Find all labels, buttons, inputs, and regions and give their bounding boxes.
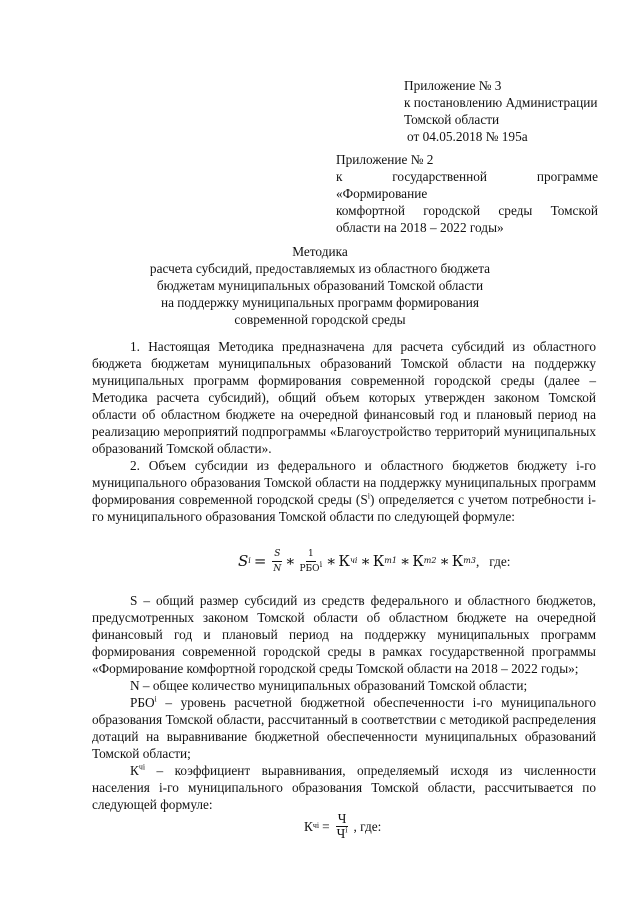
paragraph-2 [92,457,596,525]
formula-mul: ∗ [360,551,371,570]
definitions [92,592,596,813]
formula-fraction-ch [335,812,350,841]
appendix-2-line: Приложение № 2 [336,152,434,167]
appendix-3-line: от 04.05.2018 № 195а [407,129,528,144]
fraction-denominator [298,559,325,576]
formula-coefficient: К чi = $\frac{Ч}{Ч^i}$ , где: [304,810,382,841]
formula-eq: = [322,818,330,834]
rbo-sup: i [319,559,323,569]
fraction-denominator [335,827,350,841]
definition-s: S – общий размер субсидий из средств федерального и областного бюджетов, предусмотренных законом Томской области об областном бюджете на очередной финансовый год и плановый период на поддержку муниципальных программ формирования современной городской среды в рамках государственной программы «Формирование комфортной городской среды Томской области на 2018 – 2022 годы»; [92,593,596,676]
formula-subsidy: S i = $\frac{S}{N}$ ∗ $\frac{1}{РБО^i}$ ∗ К чi ∗ К m1 ∗ К m2 ∗ К m3 , где: [238,548,511,574]
title-line: бюджетам муниципальных образований Томской области [156,278,484,293]
title-line: современной городской среды [234,312,406,327]
formula-fraction-1-rbo [298,547,325,576]
coef-k: К [412,551,424,570]
title-line: Методика [292,244,348,259]
appendix-2-line: области на 2018 – 2022 годы» [336,220,504,235]
rbo-label: РБО [130,695,155,710]
ch-text: Ч [336,825,346,841]
paragraph-2-text-b: ) определяется с учетом потребности i-го муниципального образования Томской области по следующей формуле: [92,492,596,524]
formula-mul: ∗ [326,551,337,570]
fraction-denominator: N [273,563,282,574]
paragraph-2-text-a: 2. Объем субсидии из федерального и областного бюджетов бюджету i-го муниципального образования Томской области на поддержку муниципальных программ формирования современной городской среды (S [92,458,596,507]
k-text: – коэффициент выравнивания, определяемый исходя из численности населения i-го муниципального образования Томской области, рассчитывается по следующей формуле: [92,763,596,812]
formula-mul: ∗ [285,551,296,570]
fraction-numerator: Ч [337,810,347,826]
appendix-3-line: к постановлению Администрации [404,95,598,110]
rbo-text: – уровень расчетной бюджетной обеспеченности i-го муниципального образования Томской области, рассчитанный в соответствии с методикой распределения дотаций на выравнивание бюджетной обеспеченности муниципальных образований Томской области; [92,695,596,761]
coef-k: К [338,551,350,570]
document-title [96,243,544,328]
formula-lhs: S [238,551,249,570]
k-label: К [130,763,139,778]
coef-k: К [372,551,385,570]
definition-n: N – общее количество муниципальных образований Томской области; [130,678,528,693]
rbo-text: РБО [299,563,320,574]
k-label-sup: чi [138,762,146,772]
rbo-label-sup: i [154,694,157,704]
appendix-2-header [336,151,598,236]
formula-tail: , где: [353,818,382,834]
appendix-3-header [404,77,604,145]
appendix-3-line: Томской области [404,112,500,127]
title-line: расчета субсидий, предоставляемых из областного бюджета [149,261,491,276]
coef-k: К [304,818,313,834]
formula-tail: , где: [475,553,511,569]
title-line: на поддержку муниципальных программ формирования [160,295,480,310]
fraction-numerator: S [272,547,282,562]
formula-mul: ∗ [439,551,450,570]
definition-rbo [92,694,596,762]
appendix-2-line: к государственной программе «Формирование [336,169,598,201]
formula-mul: ∗ [399,551,411,570]
formula-fraction-s-n [271,547,283,576]
appendix-3-line: Приложение № 3 [404,78,502,93]
paragraph-1: 1. Настоящая Методика предназначена для расчета субсидий из областного бюджета бюджетам муниципальных образований Томской области на поддержку муниципальных программ формирования современной городской среды (далее – Методика расчета субсидий), общий объем которых утвержден законом Томской области об областном бюджете на очередной финансовый год и плановый период на реализацию мероприятий подпрограммы «Благоустройство территорий муниципальных образований Томской области». [92,339,596,456]
paragraphs-1-2 [92,338,596,525]
fraction-numerator: 1 [306,547,316,562]
formula-eq: = [253,551,267,570]
ch-sup: i [345,825,348,835]
coef-k: К [451,551,464,570]
appendix-2-line: комфортной городской среды Томской [336,203,598,218]
paragraph-2-sup: i [367,491,370,501]
